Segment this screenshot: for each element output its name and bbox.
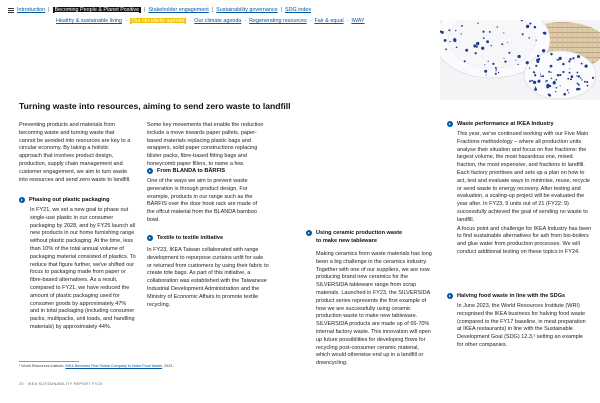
speckle-dot — [568, 92, 569, 93]
speckle-dot — [551, 78, 553, 80]
blanda-barfis-text: One of the ways we aim to prevent waste generation is through product design. For example, products in our range such as the BÄRFIS over the door hook rack are made of the offcut material from the BLANDA bamboo bowl. — [147, 178, 258, 223]
speckle-dot — [578, 84, 580, 86]
speckle-dot — [577, 55, 580, 58]
speckle-dot — [548, 71, 550, 73]
page-heading: Turning waste into resources, aiming to send zero waste to landfill — [19, 101, 291, 111]
speckle-dot — [567, 89, 569, 91]
speckle-dot — [444, 39, 447, 42]
speckle-dot — [491, 45, 492, 46]
ceramic-waste-text: Making ceramics from waste materials has long been a big challenge in the ceramics industry. Together with one of our suppliers, we are now producing brand new ceramics for the SILVERSIDA tableware range from scrap materials. Launched in FY23, the SILVERSIDA product series represents the first example of how we are successfully using ceramic production waste to make new tableware. SILVERSIDA products are made up of 65-70% internal factory waste. This innovation will open up future possibilities for developing flows for recycling post-consumer ceramic material, which would otherwise end up in a landfill or downcycling. — [316, 251, 432, 367]
speckle-dot — [498, 72, 499, 73]
footnote: ¹ World Resources Institute, IKEA Becomes First Global Company to Halve Food Waste, 2023. — [19, 364, 174, 368]
speckle-dot — [517, 64, 518, 65]
blanda-barfis-heading: From BLANDA to BÄRFIS — [147, 168, 225, 174]
speckle-dot — [508, 52, 510, 54]
speckle-dot — [455, 30, 456, 31]
speckle-dot — [476, 42, 479, 45]
arrow-right-icon — [147, 235, 153, 241]
speckle-dot — [528, 37, 530, 39]
speckle-dot — [464, 60, 466, 62]
nav-becoming-people-planet-positive[interactable]: Becoming People & Planet Positive — [54, 7, 140, 13]
speckle-dot — [535, 86, 536, 87]
speckle-dot — [546, 80, 548, 82]
speckle-dot — [486, 40, 489, 43]
ceramic-waste-heading: Using ceramic production waste — [306, 230, 402, 236]
speckle-dot — [473, 44, 476, 47]
speckle-dot — [507, 42, 508, 43]
footnote-link[interactable]: IKEA Becomes First Global Company to Halve Food Waste — [65, 364, 163, 368]
speckle-dot — [549, 94, 551, 96]
waste-performance-heading: Waste performance at IKEA Industry — [447, 121, 554, 127]
speckle-dot — [584, 81, 586, 83]
speckle-dot — [550, 65, 553, 68]
speckle-dot — [503, 58, 504, 59]
nav-our-circularity-agenda[interactable]: Our circularity agenda — [131, 18, 185, 24]
speckle-dot — [537, 60, 540, 63]
speckle-dot — [559, 74, 561, 76]
speckle-dot — [495, 67, 497, 69]
food-waste-text: In June 2023, the World Resources Institute (WRI) recognised the IKEA business for halving food waste (compared to the FY17 baseline, in meat preparation at IKEA restaurants) in line with the Sustainable Development Goal (SDG) 12.3,¹ setting an example for other companies. — [457, 303, 586, 348]
speckle-dot — [592, 77, 594, 79]
speckle-dot — [484, 70, 487, 73]
speckle-dot — [484, 64, 485, 65]
speckle-dot — [489, 31, 491, 33]
speckle-dot — [526, 61, 529, 64]
speckle-dot — [482, 31, 484, 33]
speckle-dot — [555, 91, 556, 92]
speckle-dot — [584, 64, 587, 67]
speckle-dot — [486, 74, 487, 75]
speckle-dot — [535, 65, 537, 67]
arrow-right-icon — [147, 168, 153, 174]
nav-sdg-index[interactable]: SDG index — [285, 7, 312, 13]
speckle-dot — [488, 61, 489, 62]
ceramic-plates-photo — [440, 20, 600, 100]
speckle-dot — [542, 75, 544, 77]
arrow-right-icon — [447, 121, 453, 127]
speckle-dot — [572, 57, 574, 59]
speckle-dot — [567, 78, 569, 80]
menu-icon[interactable] — [8, 8, 14, 13]
textile-initiative-text: In FY23, IKEA Taiwan collaborated with range development to repurpose curtains unfit for sale or returned from customers by using their fabric to create tote bags. As part of this initiative, a collaboration was established with the Taiwanese Industrial Development Administration and the Ministry of Economic Affairs to promote textile recycling. — [147, 247, 269, 308]
speckle-dot — [563, 93, 566, 96]
plastic-packaging-text: In FY21, we set a new goal to phase out single-use plastic in our consumer packaging by 2028, and by FY25 launch all new products in our home furnishing range without plastic packaging. At the time, less than 10% of the total annual volume of packaging material consisted of plastics. To reduce that figure further, we've shifted our focus to packaging made from paper or fibre-based alternatives. As a result, compared to FY21, we have reduced the amount of plastic packaging used for consumer goods by approximately 47% and in total packaging (including consumer packs, multipacks, unit loads, and handling materials) by approximately 44%. — [30, 207, 136, 330]
speckle-dot — [537, 80, 540, 83]
speckle-dot — [445, 48, 447, 50]
speckle-dot — [496, 69, 497, 70]
speckle-dot — [578, 75, 580, 77]
speckle-dot — [481, 47, 484, 50]
speckle-dot — [540, 74, 541, 75]
speckle-dot — [560, 85, 561, 86]
speckle-dot — [461, 25, 463, 27]
speckle-dot — [571, 78, 572, 79]
speckle-dot — [534, 72, 536, 74]
food-waste-heading: Halving food waste in line with the SDGs — [447, 293, 565, 299]
speckle-dot — [448, 29, 450, 31]
arrow-right-icon — [306, 230, 312, 236]
speckle-dot — [449, 41, 450, 42]
nav-fair-equal[interactable]: Fair & equal — [314, 18, 344, 24]
nav-stakeholder-engagement[interactable]: Stakeholder engagement — [148, 7, 209, 13]
speckle-dot — [536, 40, 537, 41]
speckle-dot — [569, 72, 571, 74]
speckle-dot — [534, 26, 537, 29]
speckle-dot — [534, 74, 536, 76]
speckle-dot — [497, 26, 498, 27]
speckle-dot — [542, 49, 545, 52]
speckle-dot — [550, 72, 551, 73]
speckle-dot — [504, 60, 506, 62]
speckle-dot — [532, 80, 534, 82]
intro-paragraph: Preventing products and materials from becoming waste and turning waste that cannot be avoided into resources are key to a circular economy. By taking a holistic approach that involves product design, production, supply chain management and customer engagement, we aim to turn waste into resources and send zero waste to landfill. — [19, 122, 131, 183]
ceramic-waste-heading-line2: to make new tableware — [316, 238, 377, 244]
nav-iway[interactable]: IWAY — [351, 18, 365, 24]
nav-regenerating-resources[interactable]: Regenerating resources — [249, 18, 307, 24]
footnote-divider — [19, 361, 79, 362]
nav-introduction[interactable]: Introduction — [17, 7, 46, 13]
speckle-dot — [495, 73, 497, 75]
speckle-dot — [576, 72, 578, 74]
speckle-dot — [581, 63, 583, 65]
speckle-dot — [556, 87, 558, 89]
speckle-dot — [576, 75, 577, 76]
speckle-dot — [562, 71, 564, 73]
page-footer: 20 · IKEA SUSTAINABILITY REPORT FY23 — [19, 381, 103, 386]
speckle-dot — [543, 32, 545, 34]
speckle-dot — [558, 59, 560, 61]
key-movements-text: Some key movements that enable the reduction include a move towards paper pallets, paper-based materials replacing plastic bags and wrappers, solid paper constructions replacing blister packs, fibre-based fitting bags and honeycomb paper fillers, to name a few. — [147, 122, 264, 167]
speckle-dot — [483, 37, 485, 39]
nav-healthy-sustainable-living[interactable]: Healthy & sustainable living — [56, 18, 122, 24]
secondary-nav: Healthy & sustainable living · Our circularity agenda · Our climate agenda · Regenerating resources · Fair & equal · IWAY — [56, 18, 365, 24]
nav-our-climate-agenda[interactable]: Our climate agenda — [194, 18, 242, 24]
speckle-dot — [529, 80, 531, 82]
speckle-dot — [545, 82, 546, 83]
speckle-dot — [586, 81, 588, 83]
speckle-dot — [587, 85, 589, 87]
speckle-dot — [571, 75, 574, 78]
speckle-dot — [537, 55, 539, 57]
speckle-dot — [529, 23, 531, 25]
speckle-dot — [569, 58, 571, 60]
speckle-dot — [534, 88, 537, 91]
speckle-dot — [550, 53, 552, 55]
speckle-dot — [557, 74, 559, 76]
speckle-dot — [465, 49, 468, 52]
primary-nav: Introduction | Becoming People & Planet Positive | Stakeholder engagement | Sustainability governance | SDG index — [8, 7, 311, 13]
speckle-dot — [546, 84, 549, 87]
speckle-dot — [477, 23, 478, 24]
speckle-dot — [461, 33, 462, 34]
speckle-dot — [526, 25, 529, 28]
speckle-dot — [569, 68, 570, 69]
speckle-dot — [517, 55, 520, 58]
speckle-dot — [456, 46, 458, 48]
speckle-dot — [501, 43, 503, 45]
speckle-dot — [529, 67, 530, 68]
plastic-packaging-heading: Phasing out plastic packaging — [19, 197, 110, 203]
speckle-dot — [515, 60, 516, 61]
arrow-right-icon — [447, 293, 453, 299]
speckle-dot — [522, 33, 524, 35]
speckle-dot — [581, 79, 582, 80]
speckle-dot — [503, 32, 504, 33]
speckle-dot — [562, 63, 564, 65]
textile-initiative-heading: Textile to textile initiative — [147, 235, 223, 241]
speckle-dot — [475, 53, 477, 55]
speckle-dot — [453, 38, 456, 41]
waste-performance-text: This year, we've continued working with our Five Main Fractions methodology – where all production units analyse their situation and focus on five fractions: the largest volume, the most hazardous one, mixed fraction, the most expensive, and fractions to landfill. Each factory prioritises and sets up a plan on how to act, test and evaluate ways to minimise, reuse, recycle or send waste to energy recovery. After testing and evaluation, a scaling-up project will be evaluated the year after. In FY23, 9 units out of 21 (FY22: 9) successfully achieved the goal of sending no waste to landfill. A focus point and challenge for IKEA Industry has been to find sustainable alternatives for ash from bio-boilers and glue water from production processes. We will conduct additional testing on these topics in FY24. — [457, 131, 592, 255]
speckle-dot — [540, 76, 542, 78]
speckle-dot — [554, 81, 556, 83]
nav-sustainability-governance[interactable]: Sustainability governance — [216, 7, 278, 13]
speckle-dot — [568, 60, 570, 62]
speckle-dot — [492, 63, 494, 65]
arrow-right-icon — [19, 197, 25, 203]
speckle-dot — [576, 88, 579, 91]
speckle-dot — [533, 81, 536, 84]
speckle-dot — [495, 70, 496, 71]
speckle-dot — [555, 79, 557, 81]
speckle-dot — [580, 77, 581, 78]
